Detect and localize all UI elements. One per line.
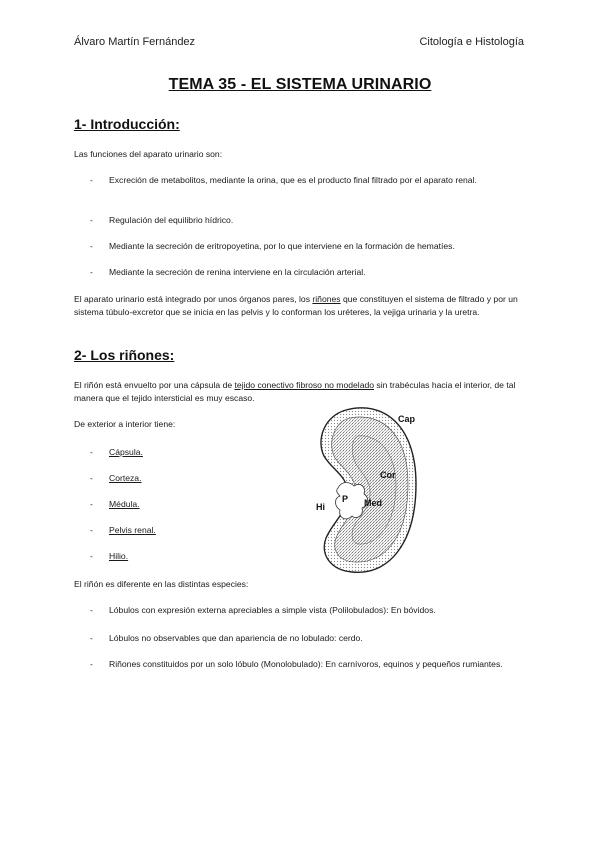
page-title: TEMA 35 - EL SISTEMA URINARIO [168,76,432,93]
section1-intro: Las funciones del aparato urinario son: [74,149,223,159]
section2-paragraph: El riñón está envuelto por una cápsula de tejido conectivo fibroso no modelado sin trabéculas hacia el interior, de tal manera que el tejido intersticial es muy escaso. [74,380,516,403]
layers-intro: De exterior a interior tiene: [74,419,176,429]
label-med: Med [364,498,382,508]
label-p: P [342,494,349,504]
kidney-diagram [312,404,422,580]
species-intro: El riñón es diferente en las distintas especies: [74,579,249,589]
label-hi: Hi [316,502,325,512]
header-subject: Citología e Histología [419,36,524,48]
link-rinones[interactable]: riñones [312,294,341,304]
section1-heading: 1- Introducción: [74,116,180,132]
section2-heading: 2- Los riñones: [74,347,175,363]
label-cap: Cap [398,414,416,424]
section1-paragraph: El aparato urinario está integrado por unos órganos pares, los riñones que constituyen el sistema de filtrado y por un sistema túbulo-excretor que se inicia en las pelvis y lo conforman los uréteres, la vejiga urinaria y la uretra. [74,294,518,317]
link-tejido-conectivo[interactable]: tejido conectivo fibroso no modelado [234,380,375,390]
header-author: Álvaro Martín Fernández [74,36,196,48]
label-cor: Cor [380,470,396,480]
